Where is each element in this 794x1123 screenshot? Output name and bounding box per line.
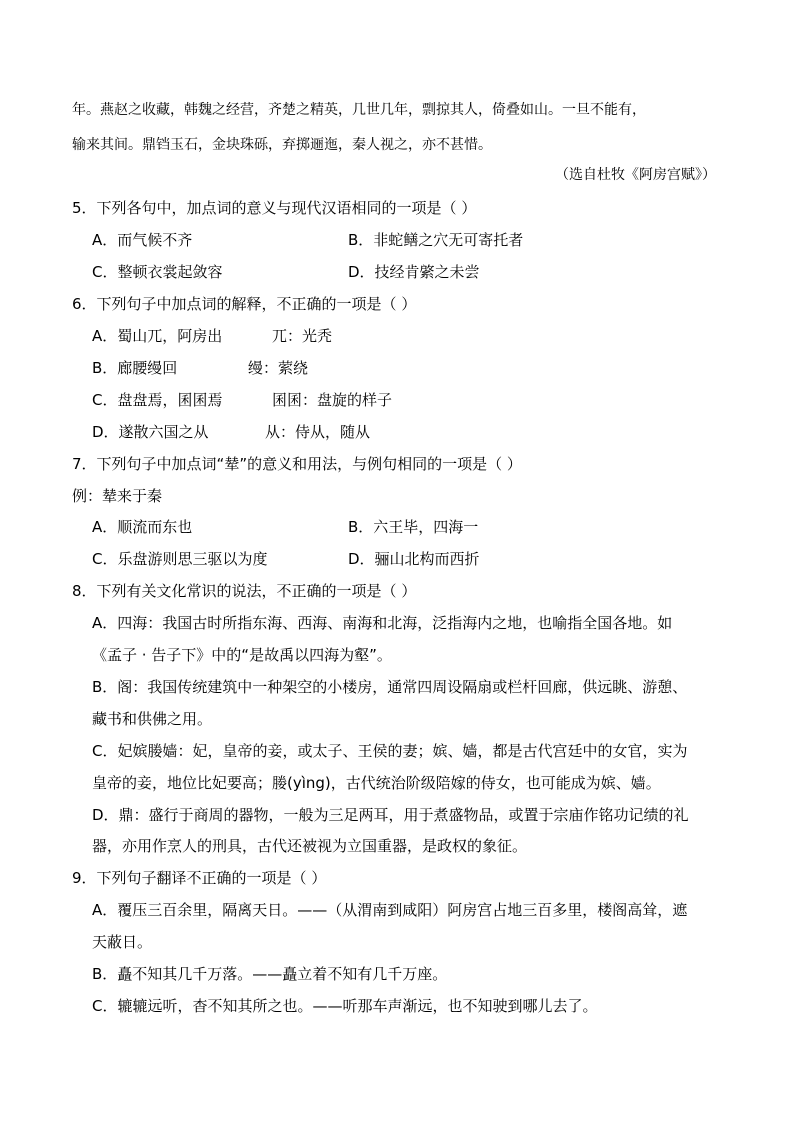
question-7-option-c: C．乐盘游则思三驱以为度 xyxy=(92,550,268,568)
question-5-option-d: D．技经肯綮之未尝 xyxy=(348,263,480,281)
passage-line-2: 输来其间。鼎铛玉石，金块珠砾，弃掷逦迤，秦人视之，亦不甚惜。 xyxy=(72,137,492,153)
question-8-option-b-line-1: B．阁：我国传统建筑中一种架空的小楼房，通常四周设隔扇或栏杆回廊，供远眺、游憩、 xyxy=(92,678,688,696)
question-7-stem: 7．下列句子中加点词“辇”的意义和用法，与例句相同的一项是（ ） xyxy=(72,455,522,473)
question-8-option-a-line-1: A．四海：我国古时所指东海、西海、南海和北海，泛指海内之地，也喻指全国各地。如 xyxy=(92,614,673,632)
question-6-option-a: A．蜀山兀，阿房出 xyxy=(92,327,223,345)
question-9-option-b: B．矗不知其几千万落。——矗立着不知有几千万座。 xyxy=(92,965,448,983)
question-7-option-d: D．骊山北构而西折 xyxy=(348,550,480,568)
passage-line-1: 年。燕赵之收藏，韩魏之经营，齐楚之精英，几世几年，剽掠其人，倚叠如山。一旦不能有， xyxy=(72,102,646,118)
question-8-option-c-line-2: 皇帝的妾，地位比妃要高；媵(yìng)，古代统治阶级陪嫁的侍女，也可能成为嫔、嫱。 xyxy=(92,774,661,792)
question-8-stem: 8．下列有关文化常识的说法，不正确的一项是（ ） xyxy=(72,582,417,600)
question-9-option-a-line-2: 天蔽日。 xyxy=(92,933,153,951)
question-8-option-d-line-2: 器，亦用作烹人的刑具，古代还被视为立国重器，是政权的象征。 xyxy=(92,837,528,855)
question-5-stem: 5．下列各句中，加点词的意义与现代汉语相同的一项是（ ） xyxy=(72,199,477,217)
question-6-option-c: C．盘盘焉，囷囷焉 xyxy=(92,391,223,409)
passage-source: （选自杜牧《阿房宫赋》） xyxy=(555,167,716,183)
question-6-option-a-gloss: 兀：光秃 xyxy=(272,327,333,345)
question-9-option-a-line-1: A．覆压三百余里，隔离天日。——（从渭南到咸阳）阿房宫占地三百多里，楼阁高耸，遮 xyxy=(92,901,688,919)
question-9-stem: 9．下列句子翻译不正确的一项是（ ） xyxy=(72,869,327,887)
question-8-option-b-line-2: 藏书和供佛之用。 xyxy=(92,710,213,728)
question-6-option-b: B．廊腰缦回 xyxy=(92,359,178,377)
question-8-option-c-line-1: C．妃嫔媵嫱：妃，皇帝的妾，或太子、王侯的妻；嫔、嫱，都是古代宫廷中的女官，实为 xyxy=(92,742,688,760)
question-9-option-c: C．辘辘远听，杳不知其所之也。——听那车声渐远，也不知驶到哪儿去了。 xyxy=(92,997,598,1015)
question-5-option-a: A．而气候不齐 xyxy=(92,231,193,249)
question-6-stem: 6．下列句子中加点词的解释，不正确的一项是（ ） xyxy=(72,295,417,313)
question-7-option-a: A．顺流而东也 xyxy=(92,518,193,536)
question-7-option-b: B．六王毕，四海一 xyxy=(348,518,479,536)
question-6-option-d: D．遂散六国之从 xyxy=(92,423,209,441)
question-5-option-c: C．整顿衣裳起敛容 xyxy=(92,263,223,281)
question-7-example: 例：辇来于秦 xyxy=(72,487,163,505)
question-6-option-c-gloss: 囷囷：盘旋的样子 xyxy=(272,391,393,409)
question-6-option-d-gloss: 从：侍从，随从 xyxy=(265,423,371,441)
question-6-option-b-gloss: 缦：萦绕 xyxy=(248,359,309,377)
question-8-option-d-line-1: D．鼎：盛行于商周的器物，一般为三足两耳，用于煮盛物品，或置于宗庙作铭功记绩的礼 xyxy=(92,806,689,824)
question-5-option-b: B．非蛇鳝之穴无可寄托者 xyxy=(348,231,524,249)
question-8-option-a-line-2: 《孟子 · 告子下》中的“是故禹以四海为壑”。 xyxy=(92,646,392,664)
